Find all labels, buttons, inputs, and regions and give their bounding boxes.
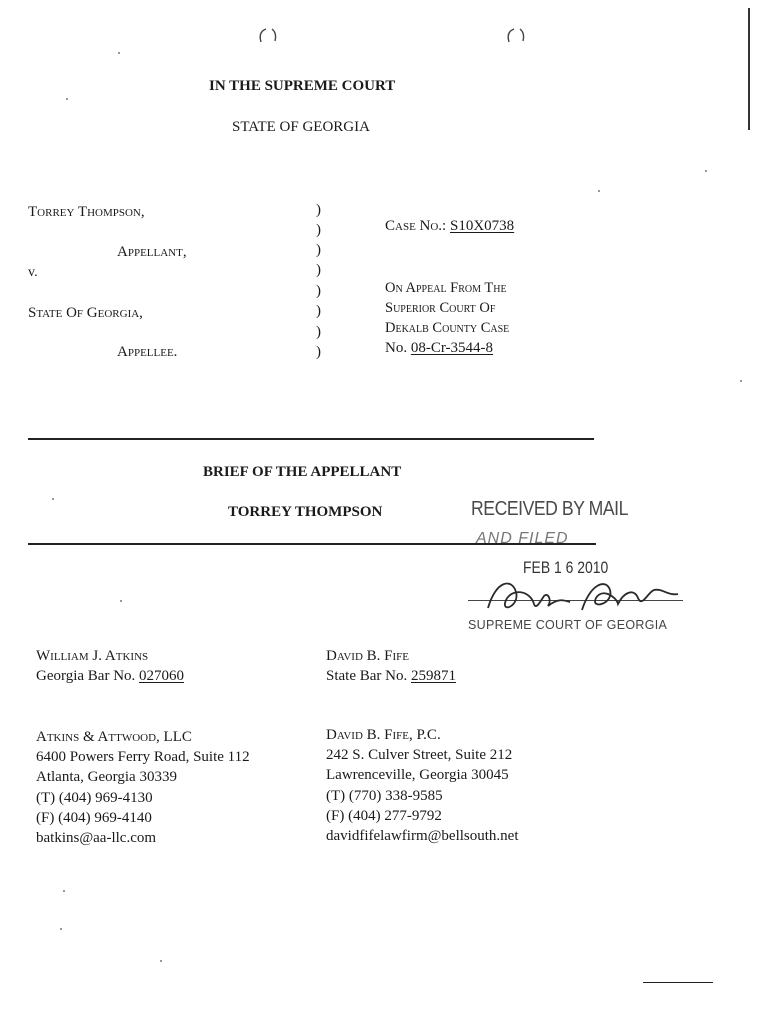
- caption-paren: ): [316, 262, 321, 278]
- counsel-2-name: David B. Fife: [326, 648, 410, 664]
- clerk-signature: [478, 570, 688, 620]
- caption-paren: ): [316, 222, 321, 238]
- scan-speck: [160, 960, 162, 962]
- counsel-1-bar-number: 027060: [139, 668, 185, 684]
- counsel-1-name: William J. Atkins: [36, 648, 149, 664]
- stamp-court: SUPREME COURT OF GEORGIA: [468, 618, 668, 632]
- case-number: S10X0738: [449, 218, 515, 234]
- stamp-received: RECEIVED BY MAIL: [471, 498, 628, 520]
- appellee-role: Appellee.: [117, 344, 178, 360]
- caption-paren: ): [316, 344, 321, 360]
- appellee-name: State Of Georgia,: [28, 305, 143, 321]
- scan-speck: [63, 890, 65, 892]
- counsel-1-firm: Atkins & Attwood, LLC: [36, 729, 192, 745]
- counsel-1-bar-label: Georgia Bar No.: [36, 668, 136, 684]
- brief-party: TORREY THOMPSON: [228, 504, 383, 520]
- appellant-name: Torrey Thompson,: [28, 204, 145, 220]
- appeal-line-2: Superior Court Of: [385, 300, 496, 316]
- counsel-1-fax: (F) (404) 969-4140: [36, 810, 152, 826]
- counsel-2-firm: David B. Fife, P.C.: [326, 727, 441, 743]
- scan-speck: [52, 498, 54, 500]
- scan-speck: [120, 600, 122, 602]
- caption-paren: ): [316, 202, 321, 218]
- caption-paren: ): [316, 283, 321, 299]
- caption-paren: ): [316, 242, 321, 258]
- counsel-1-email[interactable]: batkins@aa-llc.com: [36, 830, 157, 846]
- state-heading: STATE OF GEORGIA: [232, 119, 370, 135]
- appeal-line-4: [385, 340, 493, 357]
- scan-speck: [705, 170, 707, 172]
- stamp-filed: AND FILED: [476, 530, 569, 547]
- punch-hole-mark-left: [255, 26, 281, 46]
- counsel-2-bar: [326, 668, 456, 685]
- case-label: Case No.:: [385, 218, 447, 234]
- counsel-1-address1: 6400 Powers Ferry Road, Suite 112: [36, 749, 250, 765]
- scan-speck: [66, 98, 68, 100]
- counsel-2-fax: (F) (404) 277-9792: [326, 808, 442, 824]
- scan-speck: [740, 380, 742, 382]
- counsel-2-phone: (T) (770) 338-9585: [326, 788, 443, 804]
- appeal-no-prefix: No.: [385, 340, 408, 356]
- counsel-2-bar-number: 259871: [410, 668, 456, 684]
- case-number-line: [385, 218, 514, 235]
- versus: v.: [28, 265, 38, 280]
- counsel-1-bar: [36, 668, 184, 685]
- scan-speck: [598, 190, 600, 192]
- counsel-1-phone: (T) (404) 969-4130: [36, 790, 153, 806]
- footer-rule: [643, 982, 713, 983]
- lower-court-case-number: 08-Cr-3544-8: [410, 340, 494, 356]
- appellant-role: Appellant,: [117, 244, 187, 260]
- caption-paren: ): [316, 303, 321, 319]
- title-top-rule: [28, 438, 594, 440]
- counsel-2-email[interactable]: davidfifelawfirm@bellsouth.net: [326, 828, 519, 844]
- counsel-1-address2: Atlanta, Georgia 30339: [36, 769, 177, 785]
- counsel-2-address1: 242 S. Culver Street, Suite 212: [326, 747, 513, 763]
- scan-speck: [60, 928, 62, 930]
- punch-hole-mark-right: [503, 26, 529, 46]
- appeal-line-3: Dekalb County Case: [385, 320, 510, 336]
- stamp-date: FEB 1 6 2010: [523, 558, 609, 577]
- scan-edge-line: [748, 8, 750, 130]
- counsel-2-bar-label: State Bar No.: [326, 668, 408, 684]
- counsel-2-address2: Lawrenceville, Georgia 30045: [326, 767, 509, 783]
- scan-speck: [118, 52, 120, 54]
- court-heading: IN THE SUPREME COURT: [209, 78, 396, 94]
- caption-paren: ): [316, 324, 321, 340]
- appeal-line-1: On Appeal From The: [385, 280, 507, 296]
- brief-title: BRIEF OF THE APPELLANT: [203, 464, 402, 480]
